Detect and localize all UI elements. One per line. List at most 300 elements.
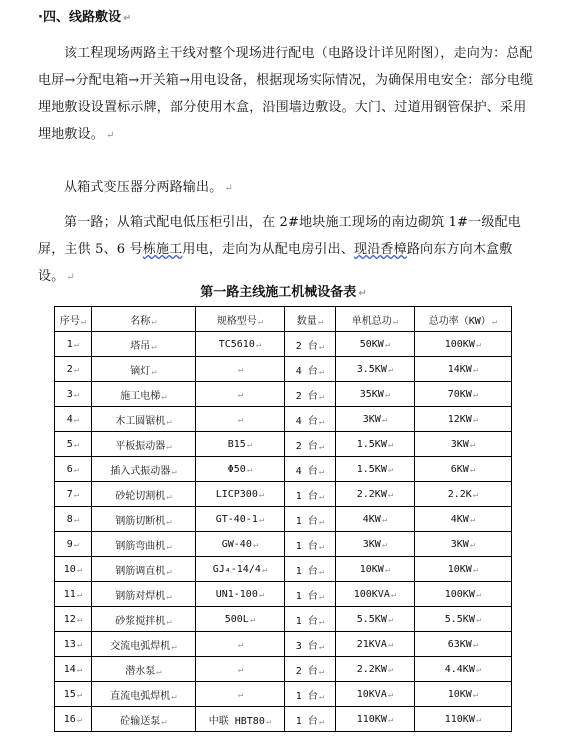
table-cell bbox=[196, 382, 285, 407]
cell-text: GJ₄-14/4 bbox=[212, 563, 261, 575]
table-cell bbox=[92, 657, 196, 682]
cell-text: 1 台 bbox=[295, 490, 318, 502]
cell-text: 3KW bbox=[362, 538, 381, 550]
cell-text: 塔吊 bbox=[130, 340, 151, 352]
table-cell bbox=[196, 632, 285, 657]
cell-text: 3.5KW bbox=[356, 363, 387, 375]
paragraph-mark: ↵ bbox=[122, 13, 132, 24]
paragraph-mark: ↵ bbox=[106, 130, 115, 141]
cell-mark: ↵ bbox=[469, 539, 476, 550]
cell-mark: ↵ bbox=[73, 539, 80, 550]
table-cell bbox=[92, 407, 196, 432]
cell-text: 平板振动器 bbox=[115, 440, 166, 452]
cell-text: 14KW bbox=[447, 363, 472, 375]
cell-mark: ↵ bbox=[73, 489, 80, 500]
table-row bbox=[55, 557, 512, 582]
table-cell bbox=[336, 657, 415, 682]
cell-mark: ↵ bbox=[246, 439, 253, 450]
cell-text: GW-40 bbox=[221, 538, 252, 550]
cell-text: 4 台 bbox=[295, 465, 318, 477]
cell-mark: ↵ bbox=[237, 364, 244, 375]
table-body bbox=[55, 332, 512, 732]
table-cell bbox=[336, 607, 415, 632]
paragraph-mark: ↵ bbox=[224, 183, 233, 194]
cell-text: 16 bbox=[63, 713, 76, 725]
table-cell bbox=[336, 582, 415, 607]
paragraph-text: 该工程现场两路主干线对整个现场进行配电（电路设计详见附图），走向为：总配电屏→分配电箱→开关箱→用电设备，根据现场实际情况，为确保用电安全：部分电缆埋地敷设设置标示牌，部分使用木盒，沿围墙边敷设。大门、过道用钢管保护、采用埋地敷设。 bbox=[38, 46, 534, 142]
cell-mark: ↵ bbox=[166, 541, 172, 552]
cell-mark: ↵ bbox=[318, 541, 325, 552]
cell-mark: ↵ bbox=[381, 539, 388, 550]
table-cell bbox=[336, 682, 415, 707]
table-cell bbox=[415, 457, 512, 482]
cell-mark: ↵ bbox=[318, 341, 325, 352]
table-cell bbox=[55, 607, 92, 632]
table-cell bbox=[92, 507, 196, 532]
cell-mark: ↵ bbox=[387, 639, 394, 650]
cell-text: 7 bbox=[66, 488, 73, 500]
header-cell bbox=[92, 307, 196, 332]
table-cell bbox=[336, 482, 415, 507]
cell-mark: ↵ bbox=[237, 664, 244, 675]
cell-text: 中联 HBT80 bbox=[208, 715, 265, 727]
table-cell bbox=[92, 682, 196, 707]
table-cell bbox=[92, 357, 196, 382]
table-row bbox=[55, 582, 512, 607]
cell-mark: ↵ bbox=[387, 614, 394, 625]
cell-mark: ↵ bbox=[76, 714, 83, 725]
table-cell bbox=[92, 332, 196, 357]
cell-text: 1 台 bbox=[295, 615, 318, 627]
cell-mark: ↵ bbox=[318, 591, 325, 602]
cell-text: 63KW bbox=[447, 638, 472, 650]
cell-mark: ↵ bbox=[387, 664, 394, 675]
cell-mark: ↵ bbox=[469, 439, 476, 450]
cell-mark: ↵ bbox=[156, 666, 162, 677]
cell-mark: ↵ bbox=[318, 366, 325, 377]
cell-mark: ↵ bbox=[161, 391, 167, 402]
cell-text: 1 bbox=[66, 338, 73, 350]
cell-mark: ↵ bbox=[151, 316, 157, 327]
table-cell bbox=[285, 507, 336, 532]
cell-text: 钢筋调直机 bbox=[115, 565, 166, 577]
cell-text: 5 bbox=[66, 438, 73, 450]
cell-text: 70KW bbox=[447, 388, 472, 400]
table-cell bbox=[92, 382, 196, 407]
cell-text: 6KW bbox=[450, 463, 469, 475]
table-caption-text: 第一路主线施工机械设备表 bbox=[200, 285, 357, 300]
cell-mark: ↵ bbox=[318, 616, 325, 627]
cell-text: 3KW bbox=[450, 538, 469, 550]
cell-mark: ↵ bbox=[171, 466, 177, 477]
cell-text: 潜水泵 bbox=[125, 665, 156, 677]
cell-mark: ↵ bbox=[384, 564, 391, 575]
cell-text: 10KW bbox=[359, 563, 384, 575]
cell-text: 砼输送泵 bbox=[120, 715, 161, 727]
cell-mark: ↵ bbox=[166, 491, 172, 502]
cell-text: 砂浆搅拌机 bbox=[115, 615, 166, 627]
cell-mark: ↵ bbox=[151, 366, 157, 377]
cell-mark: ↵ bbox=[318, 416, 325, 427]
table-row bbox=[55, 707, 512, 732]
table-cell bbox=[196, 582, 285, 607]
cell-text: 1 台 bbox=[295, 715, 318, 727]
cell-mark: ↵ bbox=[166, 416, 172, 427]
section-heading bbox=[38, 6, 131, 25]
cell-mark: ↵ bbox=[166, 616, 172, 627]
table-cell bbox=[336, 707, 415, 732]
cell-mark: ↵ bbox=[475, 614, 482, 625]
cell-mark: ↵ bbox=[318, 391, 325, 402]
cell-text: 10KW bbox=[447, 563, 472, 575]
cell-mark: ↵ bbox=[166, 591, 172, 602]
table-cell bbox=[196, 332, 285, 357]
cell-mark: ↵ bbox=[80, 316, 87, 327]
cell-text: 直流电弧焊机 bbox=[110, 690, 171, 702]
table-row bbox=[55, 382, 512, 407]
table-cell bbox=[336, 507, 415, 532]
header-cell bbox=[55, 307, 92, 332]
header-text: 规格型号 bbox=[216, 315, 257, 327]
cell-mark: ↵ bbox=[387, 364, 394, 375]
table-cell bbox=[336, 557, 415, 582]
cell-text: 1 台 bbox=[295, 690, 318, 702]
cell-mark: ↵ bbox=[261, 564, 268, 575]
cell-mark: ↵ bbox=[384, 389, 391, 400]
cell-mark: ↵ bbox=[73, 364, 80, 375]
table-cell bbox=[55, 682, 92, 707]
header-text: 单机总功 bbox=[351, 315, 392, 327]
table-row bbox=[55, 407, 512, 432]
table-cell bbox=[415, 407, 512, 432]
cell-mark: ↵ bbox=[318, 441, 325, 452]
paragraph-text: 路向东方向木盒敷设。 bbox=[38, 242, 513, 284]
table-cell bbox=[196, 507, 285, 532]
table-cell bbox=[55, 332, 92, 357]
cell-mark: ↵ bbox=[387, 439, 394, 450]
cell-text: 1 台 bbox=[295, 515, 318, 527]
table-cell bbox=[196, 357, 285, 382]
cell-text: 4 bbox=[66, 413, 73, 425]
table-cell bbox=[336, 357, 415, 382]
cell-mark: ↵ bbox=[257, 316, 264, 327]
header-cell bbox=[336, 307, 415, 332]
table-cell bbox=[285, 682, 336, 707]
cell-text: 2 bbox=[66, 363, 73, 375]
cell-mark: ↵ bbox=[73, 439, 80, 450]
table-cell bbox=[55, 632, 92, 657]
cell-text: 钢筋弯曲机 bbox=[115, 540, 166, 552]
cell-text: 1.5KW bbox=[356, 438, 387, 450]
cell-text: 1.5KW bbox=[356, 463, 387, 475]
table-cell bbox=[285, 382, 336, 407]
cell-text: 100KVA bbox=[353, 588, 390, 600]
cell-mark: ↵ bbox=[317, 316, 324, 327]
cell-mark: ↵ bbox=[166, 516, 172, 527]
cell-mark: ↵ bbox=[171, 641, 177, 652]
cell-text: 3 bbox=[66, 388, 73, 400]
table-cell bbox=[55, 457, 92, 482]
table-cell bbox=[285, 332, 336, 357]
cell-mark: ↵ bbox=[252, 539, 259, 550]
cell-mark: ↵ bbox=[475, 714, 482, 725]
cell-mark: ↵ bbox=[76, 689, 83, 700]
table-cell bbox=[55, 407, 92, 432]
cell-mark: ↵ bbox=[318, 666, 325, 677]
table-row bbox=[55, 657, 512, 682]
table-cell bbox=[285, 582, 336, 607]
cell-text: 1 台 bbox=[295, 565, 318, 577]
cell-mark: ↵ bbox=[151, 341, 157, 352]
cell-text: 3KW bbox=[450, 438, 469, 450]
cell-text: 10KW bbox=[447, 688, 472, 700]
paragraph-text: 用电，走向为从配电房引出、 bbox=[182, 242, 355, 257]
cell-text: 镝灯 bbox=[130, 365, 151, 377]
cell-text: 5.5KW bbox=[444, 613, 475, 625]
table-cell bbox=[196, 682, 285, 707]
table-cell bbox=[92, 707, 196, 732]
cell-text: 12KW bbox=[447, 413, 472, 425]
cell-mark: ↵ bbox=[237, 639, 244, 650]
paragraph-first-route bbox=[38, 209, 534, 291]
table-cell bbox=[55, 532, 92, 557]
table-cell bbox=[92, 432, 196, 457]
table-cell bbox=[196, 457, 285, 482]
cell-text: 35KW bbox=[359, 388, 384, 400]
cell-text: 100KW bbox=[444, 338, 475, 350]
table-cell bbox=[336, 532, 415, 557]
table-cell bbox=[92, 557, 196, 582]
cell-mark: ↵ bbox=[258, 489, 265, 500]
cell-text: 4 台 bbox=[295, 365, 318, 377]
table-row bbox=[55, 532, 512, 557]
table-cell bbox=[336, 432, 415, 457]
paragraph-transformer-output bbox=[38, 174, 534, 202]
table-cell bbox=[285, 357, 336, 382]
cell-text: Φ50 bbox=[227, 463, 246, 475]
table-cell bbox=[285, 407, 336, 432]
table-cell bbox=[196, 482, 285, 507]
table-cell bbox=[285, 657, 336, 682]
table-cell bbox=[415, 332, 512, 357]
cell-mark: ↵ bbox=[469, 514, 476, 525]
header-cell bbox=[415, 307, 512, 332]
table-caption bbox=[0, 281, 567, 300]
cell-mark: ↵ bbox=[318, 691, 325, 702]
table-cell bbox=[55, 657, 92, 682]
table-cell bbox=[196, 707, 285, 732]
table-cell bbox=[92, 582, 196, 607]
cell-text: 4 台 bbox=[295, 415, 318, 427]
cell-text: 4.4KW bbox=[444, 663, 475, 675]
cell-text: 2 台 bbox=[295, 340, 318, 352]
table-row bbox=[55, 632, 512, 657]
cell-mark: ↵ bbox=[249, 614, 256, 625]
cell-mark: ↵ bbox=[73, 389, 80, 400]
table-header-row bbox=[55, 307, 512, 332]
cell-text: 交流电弧焊机 bbox=[110, 640, 171, 652]
cell-text: 13 bbox=[63, 638, 76, 650]
table-cell bbox=[285, 457, 336, 482]
cell-mark: ↵ bbox=[381, 514, 388, 525]
table-cell bbox=[196, 657, 285, 682]
cell-mark: ↵ bbox=[472, 689, 479, 700]
cell-mark: ↵ bbox=[472, 414, 479, 425]
cell-text: LICP300 bbox=[215, 488, 258, 500]
cell-text: 木工圆锯机 bbox=[115, 415, 166, 427]
cell-mark: ↵ bbox=[76, 639, 83, 650]
cell-mark: ↵ bbox=[76, 664, 83, 675]
table-cell bbox=[415, 582, 512, 607]
table-cell bbox=[92, 607, 196, 632]
cell-mark: ↵ bbox=[475, 339, 482, 350]
table-row bbox=[55, 507, 512, 532]
cell-mark: ↵ bbox=[73, 514, 80, 525]
cell-text: B15 bbox=[227, 438, 246, 450]
cell-mark: ↵ bbox=[318, 641, 325, 652]
table-cell bbox=[336, 407, 415, 432]
cell-mark: ↵ bbox=[491, 316, 498, 327]
cell-mark: ↵ bbox=[237, 389, 244, 400]
header-text: 数量 bbox=[296, 315, 317, 327]
paragraph-text: 第一路；从箱式配电低压柜引出，在 2#地块施工现场的南边砌筑 1#一级配电屏，主供 5、6 号 bbox=[38, 215, 521, 257]
cell-mark: ↵ bbox=[472, 639, 479, 650]
cell-mark: ↵ bbox=[318, 516, 325, 527]
cell-mark: ↵ bbox=[387, 689, 394, 700]
cell-text: 6 bbox=[66, 463, 73, 475]
table-cell bbox=[196, 557, 285, 582]
cell-text: 110KW bbox=[356, 713, 387, 725]
table-cell bbox=[336, 632, 415, 657]
table-cell bbox=[55, 582, 92, 607]
paragraph-power-distribution bbox=[38, 40, 534, 149]
spellcheck-underlined-text: 现沿香樟 bbox=[354, 242, 407, 257]
cell-text: 2 台 bbox=[295, 665, 318, 677]
table-cell bbox=[415, 557, 512, 582]
cell-mark: ↵ bbox=[381, 414, 388, 425]
cell-text: 9 bbox=[66, 538, 73, 550]
table-row bbox=[55, 457, 512, 482]
cell-mark: ↵ bbox=[73, 339, 80, 350]
cell-text: 8 bbox=[66, 513, 73, 525]
cell-text: 10 bbox=[63, 563, 76, 575]
table-cell bbox=[196, 432, 285, 457]
cell-text: 5.5KW bbox=[356, 613, 387, 625]
table-cell bbox=[196, 532, 285, 557]
table-cell bbox=[55, 707, 92, 732]
table-cell bbox=[415, 532, 512, 557]
paragraph-mark: ↵ bbox=[66, 272, 75, 283]
cell-mark: ↵ bbox=[318, 716, 325, 727]
cell-text: TC5610 bbox=[218, 338, 255, 350]
cell-text: UN1-100 bbox=[215, 588, 258, 600]
cell-text: 砂轮切割机 bbox=[115, 490, 166, 502]
cell-mark: ↵ bbox=[265, 716, 272, 727]
cell-mark: ↵ bbox=[258, 514, 265, 525]
cell-mark: ↵ bbox=[390, 589, 397, 600]
cell-mark: ↵ bbox=[255, 339, 262, 350]
cell-text: 2.2K bbox=[447, 488, 472, 500]
cell-text: 3 台 bbox=[295, 640, 318, 652]
cell-text: 插入式振动器 bbox=[110, 465, 171, 477]
cell-mark: ↵ bbox=[166, 566, 172, 577]
cell-mark: ↵ bbox=[318, 466, 325, 477]
cell-mark: ↵ bbox=[73, 464, 80, 475]
table-cell bbox=[336, 332, 415, 357]
cell-mark: ↵ bbox=[171, 691, 177, 702]
header-text: 名称 bbox=[130, 315, 151, 327]
cell-text: 500L bbox=[224, 613, 249, 625]
cell-text: 2 台 bbox=[295, 440, 318, 452]
cell-text: 2.2KW bbox=[356, 663, 387, 675]
cell-text: 4KW bbox=[362, 513, 381, 525]
header-cell bbox=[196, 307, 285, 332]
cell-text: 2.2KW bbox=[356, 488, 387, 500]
cell-mark: ↵ bbox=[472, 564, 479, 575]
table-row bbox=[55, 607, 512, 632]
table-cell bbox=[285, 532, 336, 557]
cell-text: 100KW bbox=[444, 588, 475, 600]
table-cell bbox=[415, 507, 512, 532]
cell-mark: ↵ bbox=[237, 689, 244, 700]
table-cell bbox=[415, 657, 512, 682]
cell-mark: ↵ bbox=[387, 714, 394, 725]
cell-text: 12 bbox=[63, 613, 76, 625]
table-cell bbox=[415, 482, 512, 507]
table-cell bbox=[285, 482, 336, 507]
table-cell bbox=[55, 357, 92, 382]
table-cell bbox=[55, 507, 92, 532]
table-row bbox=[55, 682, 512, 707]
table-cell bbox=[196, 407, 285, 432]
cell-text: 11 bbox=[63, 588, 76, 600]
cell-mark: ↵ bbox=[392, 316, 399, 327]
table-row bbox=[55, 432, 512, 457]
cell-text: 3KW bbox=[362, 413, 381, 425]
table-cell bbox=[196, 607, 285, 632]
cell-text: 21KVA bbox=[356, 638, 387, 650]
table-row bbox=[55, 332, 512, 357]
table-cell bbox=[415, 707, 512, 732]
cell-mark: ↵ bbox=[475, 664, 482, 675]
header-text: 总功率（KW） bbox=[428, 315, 491, 327]
cell-mark: ↵ bbox=[469, 464, 476, 475]
cell-mark: ↵ bbox=[472, 364, 479, 375]
header-text: 序号 bbox=[59, 315, 80, 327]
table-cell bbox=[336, 382, 415, 407]
cell-mark: ↵ bbox=[318, 491, 325, 502]
paragraph-text: 从箱式变压器分两路输出。 bbox=[64, 180, 223, 195]
cell-text: 2 台 bbox=[295, 390, 318, 402]
cell-text: 110KW bbox=[444, 713, 475, 725]
cell-mark: ↵ bbox=[387, 489, 394, 500]
cell-mark: ↵ bbox=[472, 389, 479, 400]
table-cell bbox=[415, 682, 512, 707]
table-cell bbox=[285, 707, 336, 732]
cell-mark: ↵ bbox=[318, 566, 325, 577]
table-cell bbox=[92, 632, 196, 657]
cell-text: 50KW bbox=[359, 338, 384, 350]
cell-mark: ↵ bbox=[384, 339, 391, 350]
cell-text: 1 台 bbox=[295, 590, 318, 602]
table-cell bbox=[415, 607, 512, 632]
table-cell bbox=[415, 432, 512, 457]
table-cell bbox=[55, 432, 92, 457]
cell-mark: ↵ bbox=[472, 489, 479, 500]
cell-text: 钢筋对焊机 bbox=[115, 590, 166, 602]
table-cell bbox=[92, 532, 196, 557]
cell-mark: ↵ bbox=[387, 464, 394, 475]
